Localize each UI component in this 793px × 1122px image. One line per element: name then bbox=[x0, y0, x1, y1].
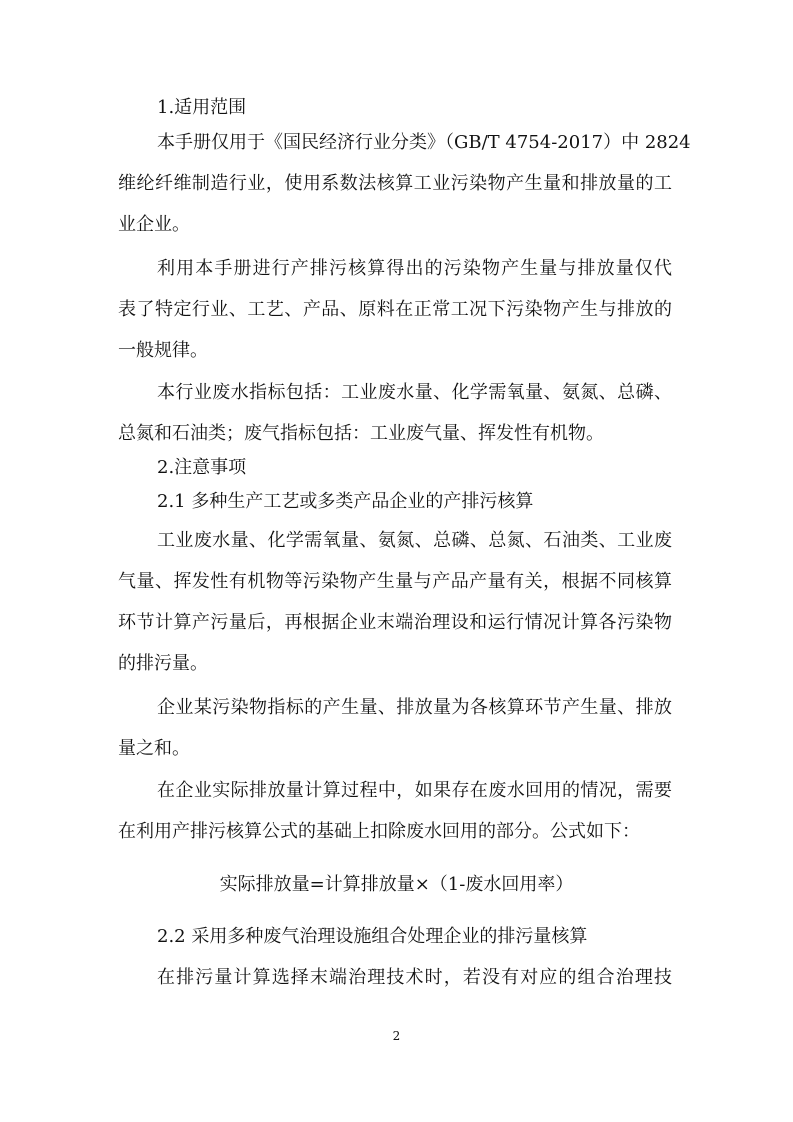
section-1-paragraph-1-line-2: 维纶纤维制造行业，使用系数法核算工业污染物产生量和排放量的工 bbox=[118, 173, 672, 194]
section-2-1-paragraph-1-line-3: 环节计算产污量后，再根据企业末端治理设和运行情况计算各污染物 bbox=[118, 612, 672, 633]
page-number: 2 bbox=[392, 1029, 401, 1043]
section-1-paragraph-1-line-3: 业企业。 bbox=[118, 214, 190, 235]
section-2-2-heading: 2.2 采用多种废气治理设施组合处理企业的排污量核算 bbox=[157, 926, 588, 947]
section-1-heading: 1.适用范围 bbox=[157, 97, 247, 118]
formula: 实际排放量=计算排放量×（1-废水回用率） bbox=[219, 874, 574, 895]
section-1-paragraph-2-line-1: 利用本手册进行产排污核算得出的污染物产生量与排放量仅代 bbox=[157, 258, 672, 279]
section-2-1-heading: 2.1 多种生产工艺或多类产品企业的产排污核算 bbox=[157, 491, 534, 512]
section-1-paragraph-2-line-2: 表了特定行业、工艺、产品、原料在正常工况下污染物产生与排放的 bbox=[118, 299, 672, 320]
section-1-paragraph-1-line-1: 本手册仅用于《国民经济行业分类》（GB/T 4754-2017）中 2824 bbox=[157, 132, 691, 153]
section-2-1-paragraph-3-line-2: 在利用产排污核算公式的基础上扣除废水回用的部分。公式如下： bbox=[118, 821, 640, 842]
section-2-1-paragraph-1-line-4: 的排污量。 bbox=[118, 653, 208, 674]
section-1-paragraph-3-line-2: 总氮和石油类；废气指标包括：工业废气量、挥发性有机物。 bbox=[118, 423, 604, 444]
section-2-2-paragraph-1-line-1: 在排污量计算选择末端治理技术时，若没有对应的组合治理技 bbox=[157, 967, 672, 988]
section-1-paragraph-2-line-3: 一般规律。 bbox=[118, 340, 208, 361]
section-2-1-paragraph-1-line-1: 工业废水量、化学需氧量、氨氮、总磷、总氮、石油类、工业废 bbox=[157, 530, 672, 551]
section-2-1-paragraph-2-line-1: 企业某污染物指标的产生量、排放量为各核算环节产生量、排放 bbox=[157, 697, 672, 718]
section-2-1-paragraph-2-line-2: 量之和。 bbox=[118, 738, 190, 759]
section-2-heading: 2.注意事项 bbox=[157, 457, 247, 478]
section-2-1-paragraph-3-line-1: 在企业实际排放量计算过程中，如果存在废水回用的情况，需要 bbox=[157, 780, 672, 801]
section-2-1-paragraph-1-line-2: 气量、挥发性有机物等污染物产生量与产品产量有关，根据不同核算 bbox=[118, 571, 672, 592]
section-1-paragraph-3-line-1: 本行业废水指标包括：工业废水量、化学需氧量、氨氮、总磷、 bbox=[157, 382, 672, 403]
